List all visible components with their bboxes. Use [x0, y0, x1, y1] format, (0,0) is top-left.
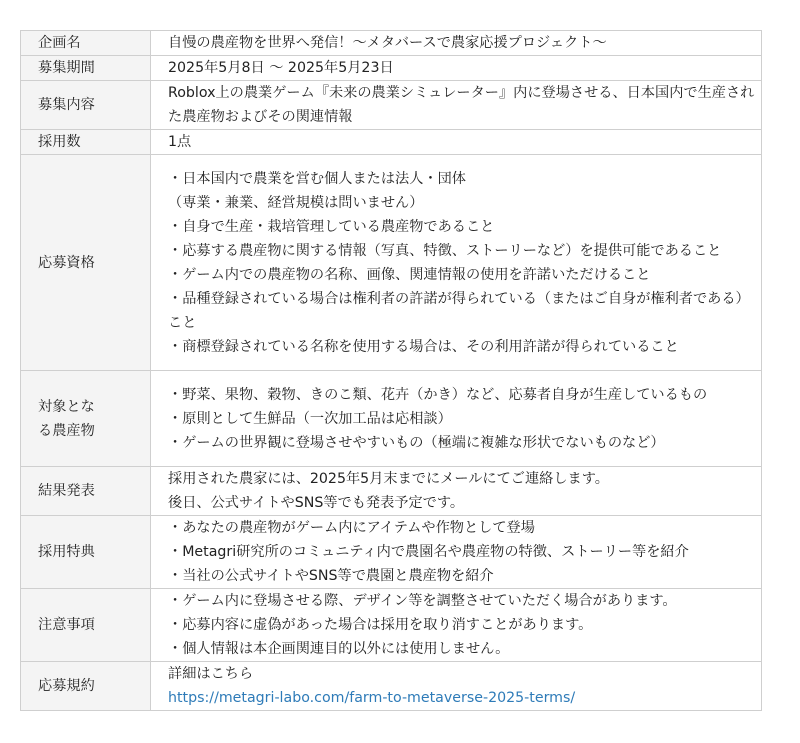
row-label-text: 募集内容 [38, 97, 95, 113]
row-value-line: ・当社の公式サイトやSNS等で農園と農産物を紹介 [168, 568, 494, 584]
row-value [151, 31, 762, 56]
table-row-recruitment-period [21, 56, 762, 81]
row-value-line: ・あなたの農産物がゲーム内にアイテムや作物として登場 [168, 520, 535, 536]
row-value [151, 56, 762, 81]
row-value-line: 2025年5月8日 〜 2025年5月23日 [168, 60, 394, 76]
row-label [21, 467, 151, 516]
row-value-line: ・野菜、果物、穀物、きのこ類、花卉（かき）など、応募者自身が生産しているもの [168, 386, 708, 403]
row-value-line: （専業・兼業、経営規模は問いません） [168, 194, 424, 211]
row-value [151, 130, 762, 155]
row-label [21, 516, 151, 589]
row-value [151, 81, 762, 130]
row-value-line: 1点 [168, 134, 192, 150]
row-value-line: 詳細はこちら [168, 666, 254, 682]
row-label [21, 589, 151, 662]
project-info-table [20, 30, 762, 711]
row-value [151, 155, 762, 371]
row-value-line: ・ゲーム内に登場させる際、デザイン等を調整させていただく場合があります。 [168, 593, 677, 609]
row-label [21, 81, 151, 130]
row-value-line: ・自身で生産・栽培管理している農産物であること [168, 218, 495, 235]
row-value [151, 516, 762, 589]
table-row-benefits [21, 516, 762, 589]
table-row-target-products [21, 371, 762, 467]
row-value [151, 467, 762, 516]
row-value-line: ・日本国内で農業を営む個人または法人・団体 [168, 170, 466, 187]
row-label-text: 採用数 [38, 134, 81, 150]
row-label-text: 応募資格 [38, 254, 95, 271]
table-row-results [21, 467, 762, 516]
row-label-text: る農産物 [38, 422, 95, 439]
table-row-project-name [21, 31, 762, 56]
row-value-line: ・Metagri研究所のコミュニティ内で農園名や農産物の特徴、ストーリー等を紹介 [168, 544, 689, 560]
row-value-line: ・応募する農産物に関する情報（写真、特徴、ストーリーなど）を提供可能であること [168, 242, 722, 259]
table-row-notes [21, 589, 762, 662]
row-value-line: 自慢の農産物を世界へ発信！〜メタバースで農家応援プロジェクト〜 [168, 35, 607, 51]
row-label-text: 対象とな [38, 398, 95, 415]
table-row-recruitment-content [21, 81, 762, 130]
row-label-text: 採用特典 [38, 544, 95, 560]
row-label-text: 応募規約 [38, 678, 95, 694]
row-label-text: 注意事項 [38, 617, 95, 633]
row-value [151, 589, 762, 662]
table-row-adoption-count [21, 130, 762, 155]
row-label-text: 企画名 [38, 35, 81, 51]
row-value-line: ・原則として生鮮品（一次加工品は応相談） [168, 410, 452, 427]
row-value-line: ・応募内容に虚偽があった場合は採用を取り消すことがあります。 [168, 617, 593, 633]
row-label [21, 130, 151, 155]
table-row-terms [21, 662, 762, 711]
row-value [151, 662, 762, 711]
terms-link[interactable]: https://metagri-labo.com/farm-to-metaverse-2025-terms/ [168, 690, 576, 706]
row-label [21, 155, 151, 371]
row-value-line: ・商標登録されている名称を使用する場合は、その利用許諾が得られていること [168, 338, 679, 355]
row-value-line: ・ゲームの世界観に登場させやすいもの（極端に複雑な形状でないものなど） [168, 434, 665, 451]
row-label [21, 662, 151, 711]
row-value-line: 後日、公式サイトやSNS等でも発表予定です。 [168, 495, 465, 511]
row-label [21, 56, 151, 81]
row-value-line: 採用された農家には、2025年5月末までにメールにてご連絡します。 [168, 471, 609, 487]
row-value-line: Roblox上の農業ゲーム『未来の農業シミュレーター』内に登場させる、日本国内で生産された農産物およびその関連情報 [168, 85, 755, 125]
row-label-text: 募集期間 [38, 60, 95, 76]
row-label [21, 371, 151, 467]
row-label-text: 結果発表 [38, 483, 95, 499]
row-label [21, 31, 151, 56]
row-value-line: ・ゲーム内での農産物の名称、画像、関連情報の使用を許諾いただけること [168, 266, 651, 283]
row-value-line: ・品種登録されている場合は権利者の許諾が得られている（またはご自身が権利者である）こと [168, 290, 750, 331]
row-value [151, 371, 762, 467]
table-row-eligibility [21, 155, 762, 371]
row-value-line: ・個人情報は本企画関連目的以外には使用しません。 [168, 641, 510, 657]
